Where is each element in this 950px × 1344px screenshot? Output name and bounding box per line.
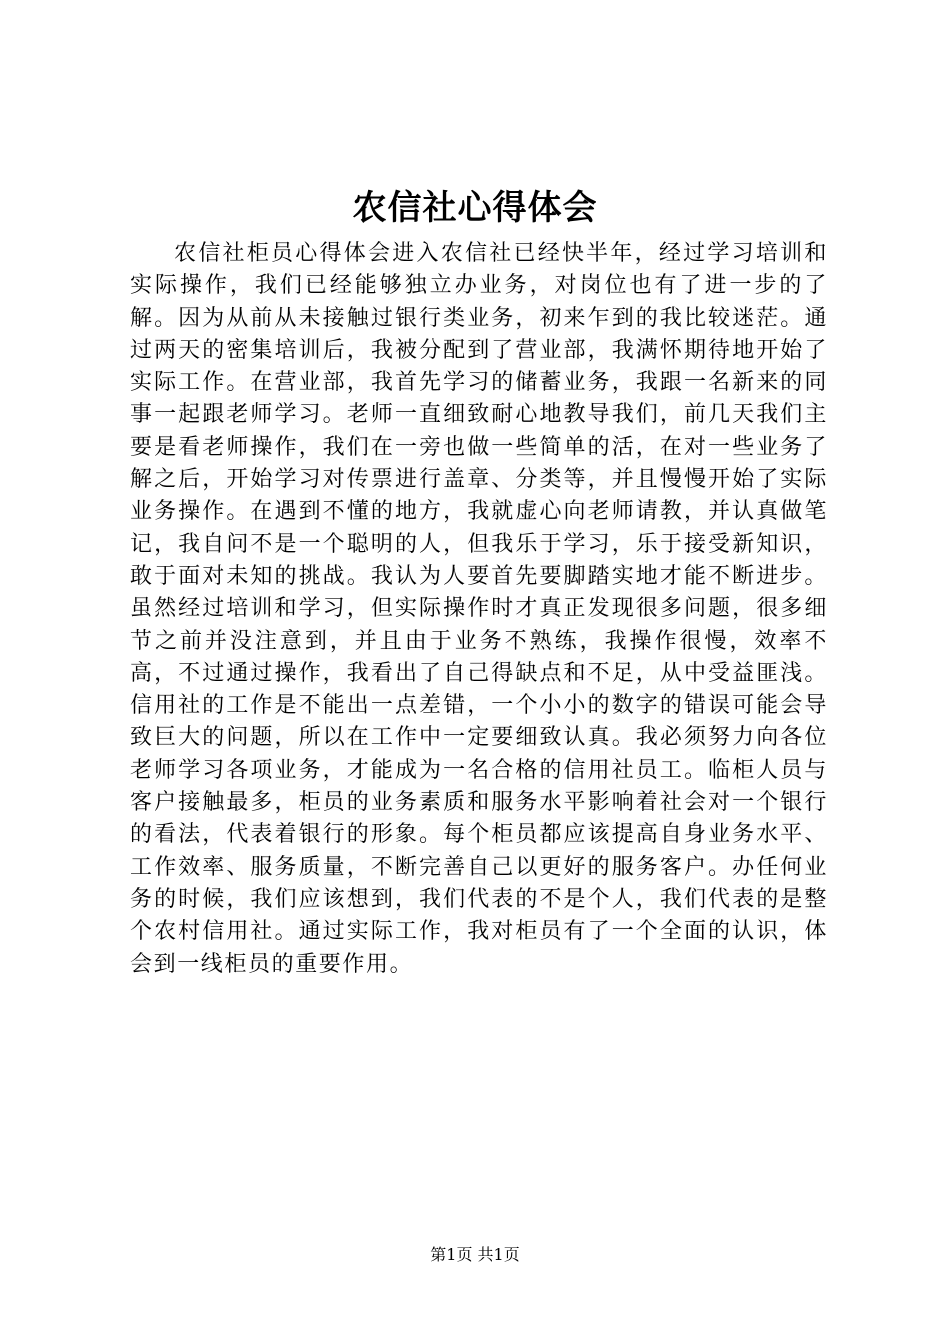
page-title: 农信社心得体会 <box>352 188 598 228</box>
body-paragraph: 农信社柜员心得体会进入农信社已经快半年，经过学习培训和实际操作，我们已经能够独立办业务，对岗位也有了进一步的了解。因为从前从未接触过银行类业务，初来乍到的我比较迷茫。通过两天的密集培训后，我被分配到了营业部，我满怀期待地开始了实际工作。在营业部，我首先学习的储蓄业务，我跟一名新来的同事一起跟老师学习。老师一直细致耐心地教导我们，前几天我们主要是看老师操作，我们在一旁也做一些简单的活，在对一些业务了解之后，开始学习对传票进行盖章、分类等，并且慢慢开始了实际业务操作。在遇到不懂的地方，我就虚心向老师请教，并认真做笔记，我自问不是一个聪明的人，但我乐于学习，乐于接受新知识，敢于面对未知的挑战。我认为人要首先要脚踏实地才能不断进步。虽然经过培训和学习，但实际操作时才真正发现很多问题，很多细节之前并没注意到，并且由于业务不熟练，我操作很慢，效率不高，不过通过操作，我看出了自己得缺点和不足，从中受益匪浅。信用社的工作是不能出一点差错，一个小小的数字的错误可能会导致巨大的问题，所以在工作中一定要细致认真。我必须努力向各位老师学习各项业务，才能成为一名合格的信用社员工。临柜人员与客户接触最多，柜员的业务素质和服务水平影响着社会对一个银行的看法，代表着银行的形象。每个柜员都应该提高自身业务水平、工作效率、服务质量，不断完善自己以更好的服务客户。办任何业务的时候，我们应该想到，我们代表的不是个人，我们代表的是整个农村信用社。通过实际工作，我对柜员有了一个全面的认识，体会到一线柜员的重要作用。 <box>130 241 828 977</box>
page-number-footer: 第1页 共1页 <box>430 1245 520 1264</box>
